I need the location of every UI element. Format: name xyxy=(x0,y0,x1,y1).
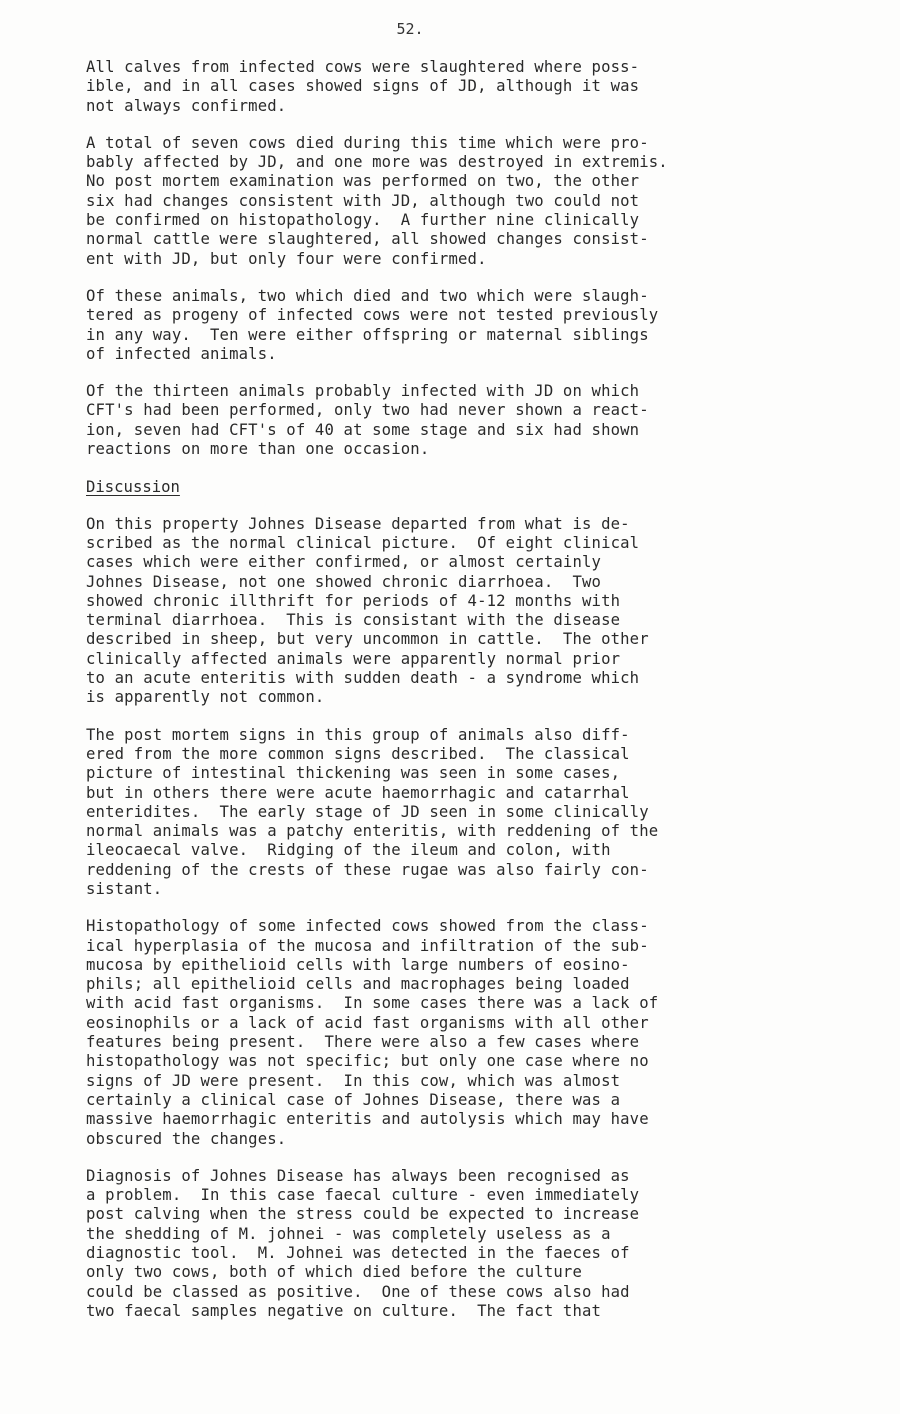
text-line: features being present. There were also a few cases where xyxy=(86,1033,640,1052)
text-line: On this property Johnes Disease departed from what is de- xyxy=(86,514,630,533)
text-line: signs of JD were present. In this cow, which was almost xyxy=(86,1071,621,1090)
text-line: is apparently not common. xyxy=(86,688,325,707)
text-line: Of these animals, two which died and two which were slaugh- xyxy=(86,286,649,305)
text-line: of infected animals. xyxy=(86,344,277,363)
text-line: Histopathology of some infected cows showed from the class- xyxy=(86,917,649,936)
text-line: ion, seven had CFT's of 40 at some stage and six had shown xyxy=(86,420,640,439)
text-line: be confirmed on histopathology. A further nine clinically xyxy=(86,211,640,230)
text-line: but in others there were acute haemorrhagic and catarrhal xyxy=(86,783,630,802)
text-line: to an acute enteritis with sudden death - a syndrome which xyxy=(86,669,640,688)
text-line: clinically affected animals were apparently normal prior xyxy=(86,649,621,668)
text-line: diagnostic tool. M. Johnei was detected in the faeces of xyxy=(86,1244,630,1263)
text-line: bably affected by JD, and one more was destroyed in extremis. xyxy=(86,153,668,172)
page-number: 52. xyxy=(396,20,424,38)
text-line: No post mortem examination was performed on two, the other xyxy=(86,172,640,191)
text-line: six had changes consistent with JD, although two could not xyxy=(86,191,640,210)
text-line: ileocaecal valve. Ridging of the ileum and colon, with xyxy=(86,841,611,860)
text-line: showed chronic illthrift for periods of 4-12 months with xyxy=(86,591,621,610)
text-line: picture of intestinal thickening was seen in some cases, xyxy=(86,764,621,783)
text-line: Of the thirteen animals probably infected with JD on which xyxy=(86,382,640,401)
text-line: eosinophils or a lack of acid fast organisms with all other xyxy=(86,1013,649,1032)
text-line: could be classed as positive. One of these cows also had xyxy=(86,1282,630,1301)
text-line: cases which were either confirmed, or almost certainly xyxy=(86,553,602,572)
text-line: obscured the changes. xyxy=(86,1129,287,1148)
text-line: post calving when the stress could be expected to increase xyxy=(86,1205,640,1224)
paragraph xyxy=(86,287,806,364)
text-line: described in sheep, but very uncommon in cattle. The other xyxy=(86,630,649,649)
text-line: Johnes Disease, not one showed chronic diarrhoea. Two xyxy=(86,572,602,591)
text-line: with acid fast organisms. In some cases there was a lack of xyxy=(86,994,659,1013)
text-line: two faecal samples negative on culture. The fact that xyxy=(86,1301,602,1320)
paragraph xyxy=(86,515,806,708)
text-line: massive haemorrhagic enteritis and autolysis which may have xyxy=(86,1110,649,1129)
text-line: enteridites. The early stage of JD seen in some clinically xyxy=(86,802,649,821)
text-line: the shedding of M. johnei - was completely useless as a xyxy=(86,1224,611,1243)
text-line: certainly a clinical case of Johnes Disease, there was a xyxy=(86,1090,621,1109)
discussion-section xyxy=(86,515,806,1322)
text-line: Diagnosis of Johnes Disease has always been recognised as xyxy=(86,1166,630,1185)
paragraph xyxy=(86,917,806,1149)
paragraph xyxy=(86,1167,806,1321)
body-text xyxy=(86,58,806,1339)
text-line: a problem. In this case faecal culture - even immediately xyxy=(86,1186,640,1205)
text-line: The post mortem signs in this group of animals also diff- xyxy=(86,725,630,744)
text-line: CFT's had been performed, only two had never shown a react- xyxy=(86,401,649,420)
text-line: A total of seven cows died during this time which were pro- xyxy=(86,133,649,152)
paragraph xyxy=(86,726,806,900)
text-line: ible, and in all cases showed signs of JD, although it was xyxy=(86,77,640,96)
text-line: reddening of the crests of these rugae was also fairly con- xyxy=(86,860,649,879)
text-line: terminal diarrhoea. This is consistant with the disease xyxy=(86,611,621,630)
section-heading-discussion: Discussion xyxy=(86,478,180,497)
paragraph xyxy=(86,58,806,116)
text-line: histopathology was not specific; but only one case where no xyxy=(86,1052,649,1071)
text-line: phils; all epithelioid cells and macrophages being loaded xyxy=(86,975,630,994)
results-section xyxy=(86,58,806,459)
text-line: only two cows, both of which died before the culture xyxy=(86,1263,582,1282)
text-line: in any way. Ten were either offspring or maternal siblings xyxy=(86,325,649,344)
text-line: ered from the more common signs described. The classical xyxy=(86,744,630,763)
text-line: reactions on more than one occasion. xyxy=(86,440,430,459)
text-line: scribed as the normal clinical picture. Of eight clinical xyxy=(86,533,640,552)
discussion-heading-wrap xyxy=(86,477,806,514)
text-line: tered as progeny of infected cows were not tested previously xyxy=(86,306,659,325)
paragraph xyxy=(86,134,806,269)
text-line: mucosa by epithelioid cells with large numbers of eosino- xyxy=(86,955,630,974)
paragraph xyxy=(86,382,806,459)
text-line: All calves from infected cows were slaughtered where poss- xyxy=(86,58,640,76)
text-line: ical hyperplasia of the mucosa and infiltration of the sub- xyxy=(86,936,649,955)
text-line: sistant. xyxy=(86,879,163,898)
text-line: ent with JD, but only four were confirmed. xyxy=(86,249,487,268)
text-line: not always confirmed. xyxy=(86,96,287,115)
text-line: normal cattle were slaughtered, all showed changes consist- xyxy=(86,230,649,249)
text-line: normal animals was a patchy enteritis, with reddening of the xyxy=(86,822,659,841)
